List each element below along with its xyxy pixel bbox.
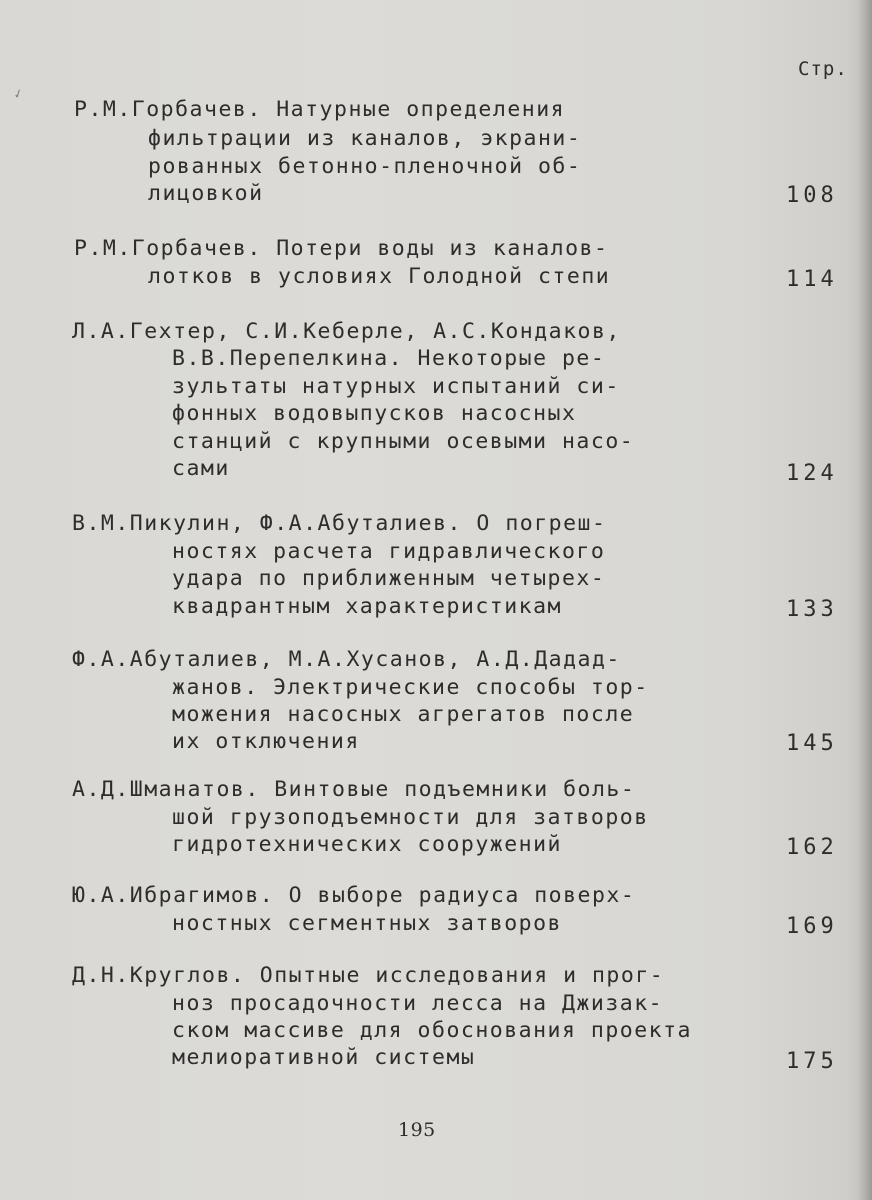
- entry-line: можения насосных агрегатов после: [172, 702, 635, 727]
- entry-line: сами: [172, 456, 230, 481]
- entry-line: А.Д.Шманатов. Винтовые подъемники боль-: [72, 777, 636, 802]
- entry-page-number: 145: [786, 731, 838, 756]
- entry-line: лотков в условиях Голодной степи: [148, 264, 611, 289]
- pencil-mark-icon: ✓: [11, 85, 25, 103]
- entry-line: Ю.А.Ибрагимов. О выборе радиуса поверх-: [72, 883, 636, 908]
- entry-line: жанов. Электрические способы тор-: [172, 675, 649, 700]
- entry-page-number: 169: [786, 914, 838, 939]
- entry-line: мелиоративной системы: [172, 1045, 476, 1070]
- entry-page-number: 162: [786, 835, 838, 860]
- entry-line: Л.А.Гехтер, С.И.Кеберле, А.С.Кондаков,: [72, 319, 621, 344]
- page-footer-number: 195: [398, 1119, 436, 1141]
- entry-line: ноз просадочности лесса на Джизак-: [172, 991, 664, 1016]
- entry-line: шой грузоподъемности для затворов: [172, 805, 649, 830]
- entry-line: гидротехнических сооружений: [172, 832, 562, 857]
- page-column-header: Стр.: [798, 58, 848, 80]
- entry-page-number: 124: [786, 461, 838, 486]
- entry-line: станций с крупными осевыми насо-: [172, 429, 635, 454]
- entry-line: В.В.Перепелкина. Некоторые ре-: [172, 346, 606, 371]
- entry-line: ском массиве для обоснования проекта: [172, 1018, 692, 1043]
- entry-line: фонных водовыпусков насосных: [172, 401, 577, 426]
- entry-line: Р.М.Горбачев. Натурные определения: [74, 97, 566, 122]
- entry-line: удара по приближенным четырех-: [172, 566, 606, 591]
- entry-page-number: 114: [786, 267, 838, 292]
- entry-line: ностных сегментных затворов: [172, 911, 562, 936]
- entry-line: Д.Н.Круглов. Опытные исследования и прог-: [72, 963, 665, 988]
- entry-line: В.М.Пикулин, Ф.А.Абуталиев. О погреш-: [72, 511, 607, 536]
- entry-line: рованных бетонно-пленочной об-: [148, 154, 582, 179]
- entry-line: фильтрации из каналов, экрани-: [148, 126, 582, 151]
- entry-line: Ф.А.Абуталиев, М.А.Хусанов, А.Д.Дадад-: [72, 647, 621, 672]
- page-edge-shadow: [858, 0, 872, 1200]
- entry-line: квадрантным характеристикам: [172, 594, 562, 619]
- entry-line: ностях расчета гидравлического: [172, 539, 606, 564]
- entry-line: зультаты натурных испытаний си-: [172, 374, 620, 399]
- entry-page-number: 108: [786, 183, 838, 208]
- entry-line: лицовкой: [148, 181, 264, 206]
- entry-page-number: 175: [786, 1049, 838, 1074]
- entry-page-number: 133: [786, 597, 838, 622]
- entry-line: Р.М.Горбачев. Потери воды из каналов-: [74, 236, 609, 261]
- entry-line: их отключения: [172, 729, 360, 754]
